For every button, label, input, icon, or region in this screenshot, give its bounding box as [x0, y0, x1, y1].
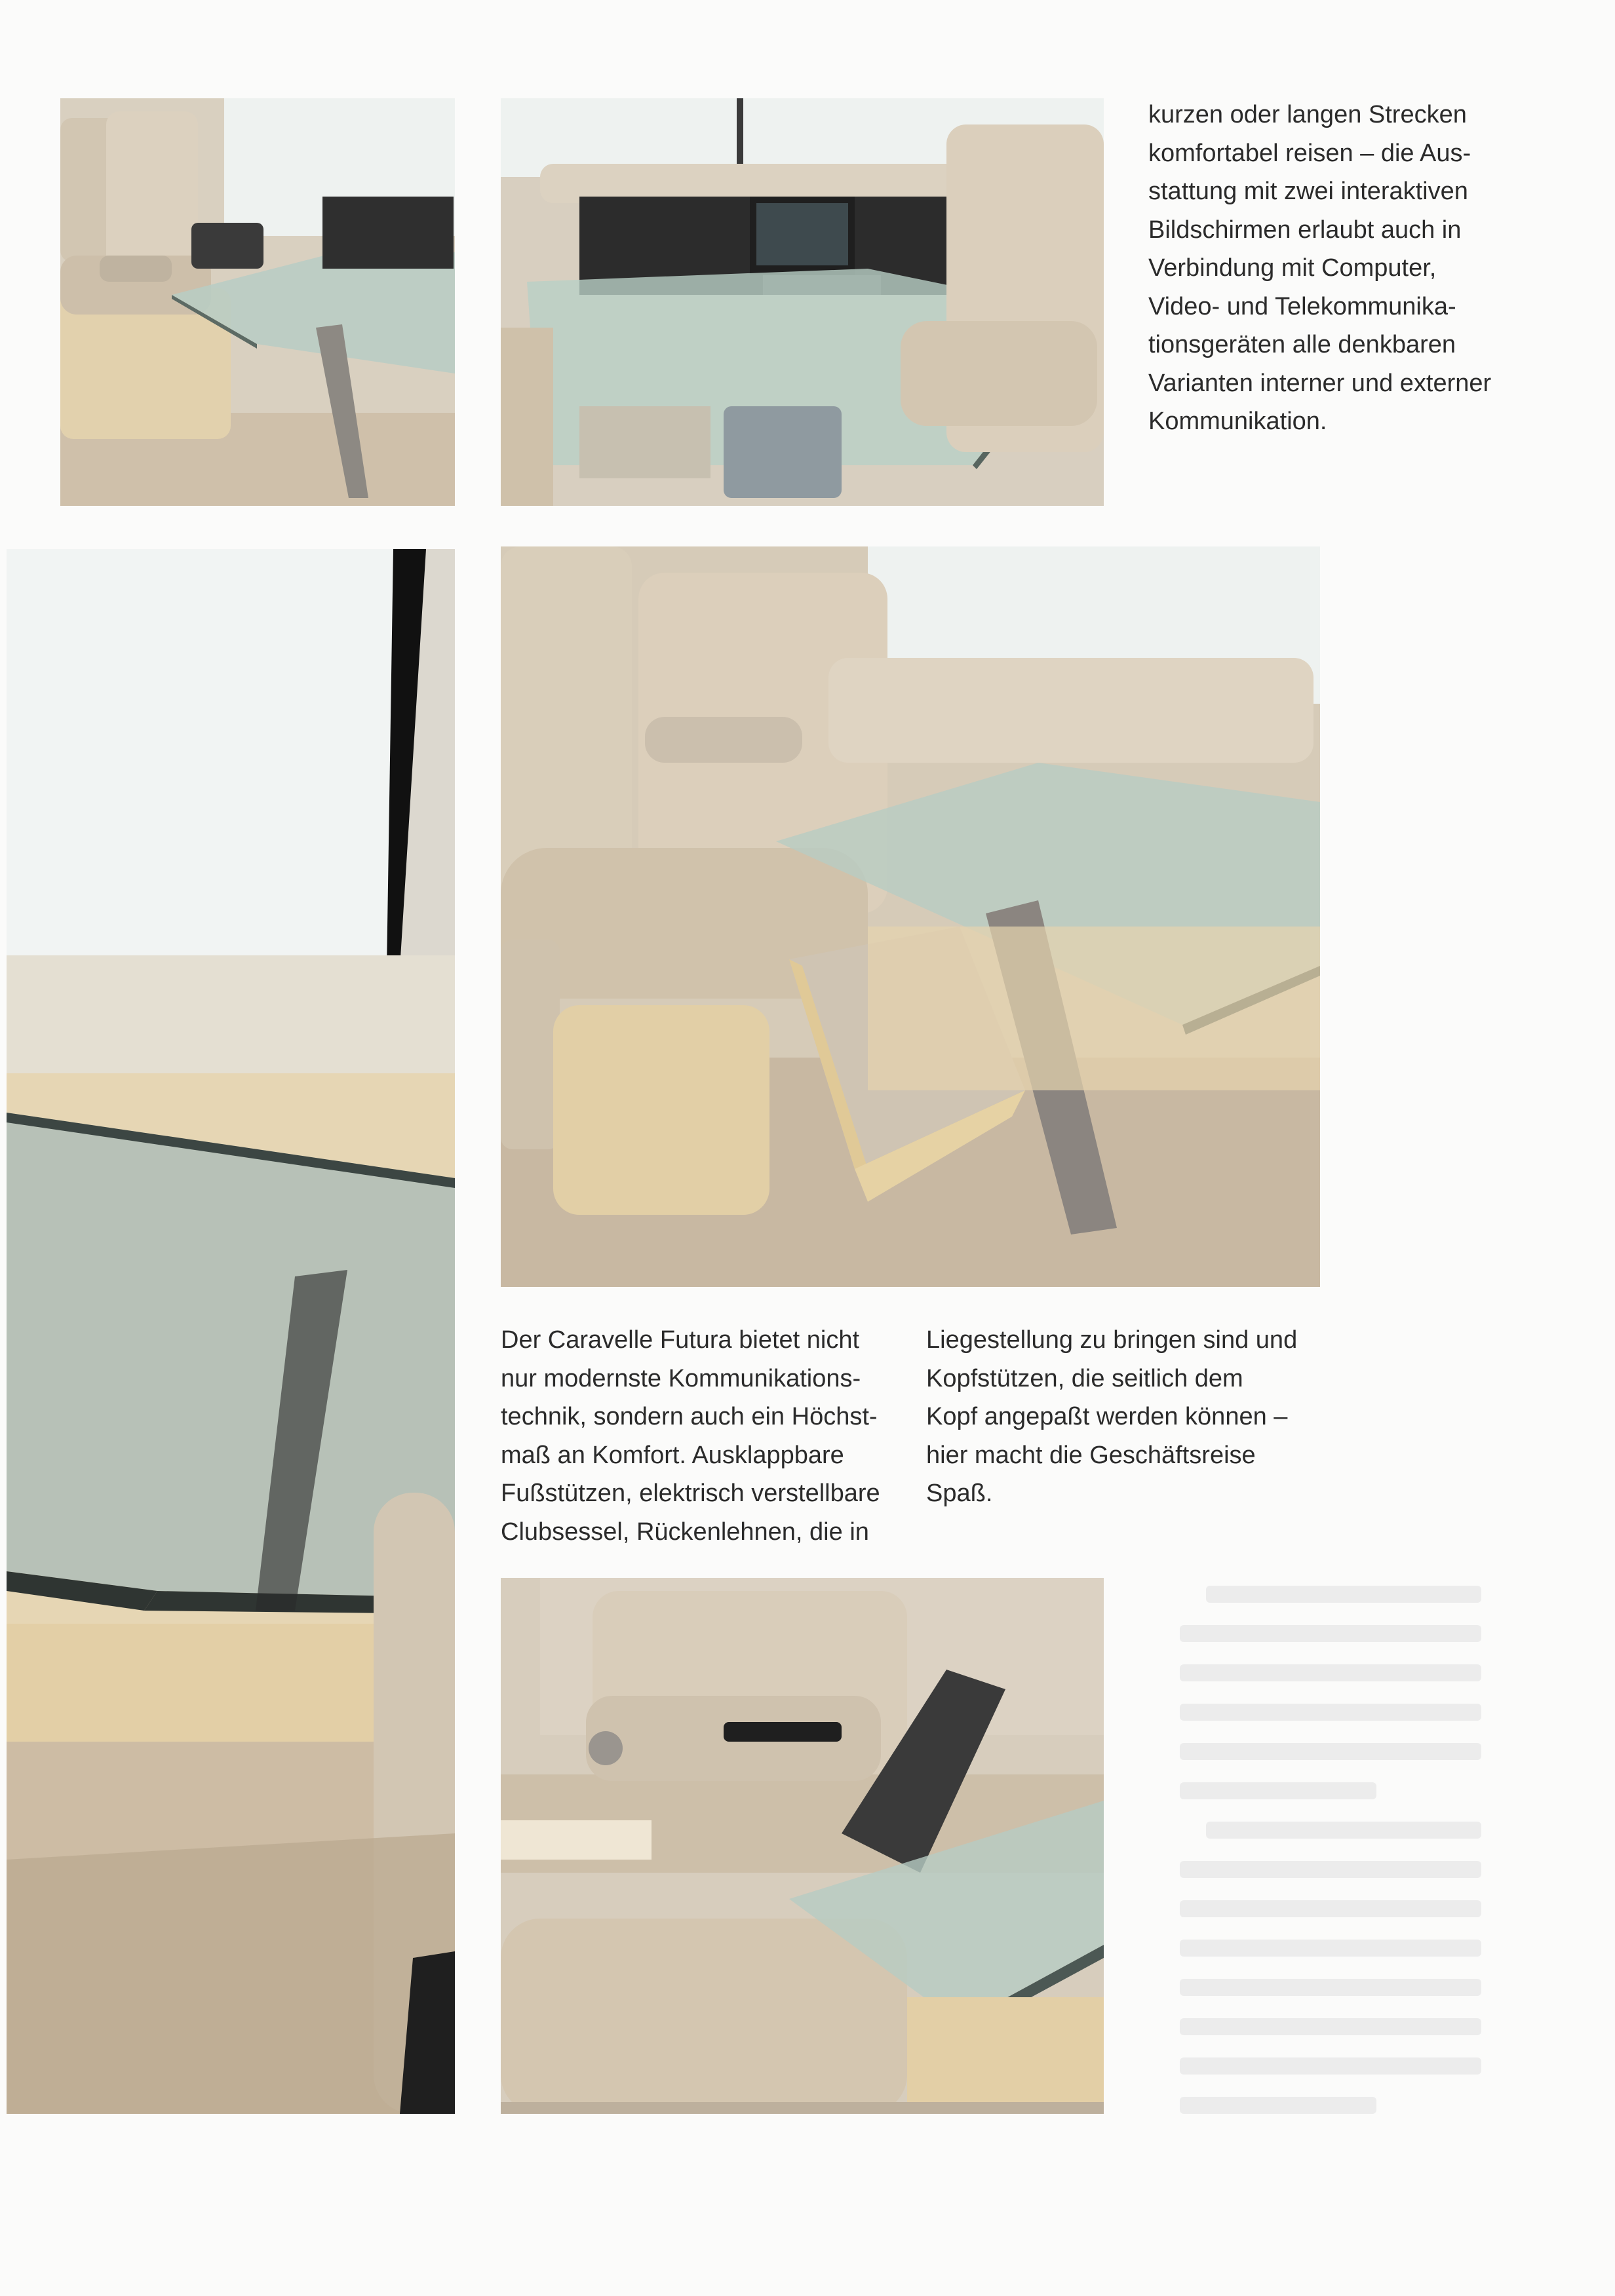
- text-line: stattung mit zwei interaktiven: [1148, 178, 1468, 205]
- text-line: Liegestellung zu bringen sind und: [926, 1326, 1298, 1354]
- photo-glass-table-closeup: [7, 549, 455, 2114]
- photo-seats-footrest: [501, 546, 1320, 1287]
- bleed-through-shadow: [1154, 1573, 1573, 2136]
- text-line: Video- und Telekommunika-: [1148, 292, 1456, 320]
- text-line: technik, sondern auch ein Höchst-: [501, 1403, 878, 1430]
- text-line: Varianten interner und externer: [1148, 369, 1492, 397]
- text-line: kurzen oder langen Strecken: [1148, 101, 1467, 128]
- comfort-paragraph-col1: [501, 1321, 880, 1551]
- photo-armrest-telephone: [501, 1578, 1104, 2114]
- text-line: hier macht die Geschäftsreise: [926, 1441, 1256, 1469]
- text-line: Bildschirmen erlaubt auch in: [1148, 216, 1462, 244]
- text-line: komfortabel reisen – die Aus-: [1148, 139, 1471, 167]
- intro-paragraph: [1148, 96, 1491, 441]
- text-line: nur modernste Kommunikations-: [501, 1364, 861, 1392]
- text-line: Fußstützen, elektrisch verstellbare: [501, 1480, 880, 1507]
- text-line: Kopfstützen, die seitlich dem: [926, 1364, 1243, 1392]
- text-line: Kommunikation.: [1148, 408, 1327, 435]
- text-line: Clubsessel, Rückenlehnen, die in: [501, 1518, 869, 1546]
- text-line: tionsgeräten alle denkbaren: [1148, 331, 1456, 358]
- photo-communication-console: [501, 98, 1104, 506]
- text-line: maß an Komfort. Ausklappbare: [501, 1441, 844, 1469]
- text-line: Der Caravelle Futura bietet nicht: [501, 1326, 860, 1354]
- photo-seats-table: [60, 98, 455, 506]
- text-line: Spaß.: [926, 1480, 993, 1507]
- comfort-paragraph-col2: [926, 1321, 1297, 1513]
- text-line: Kopf angepaßt werden können –: [926, 1403, 1288, 1430]
- text-line: Verbindung mit Computer,: [1148, 254, 1437, 282]
